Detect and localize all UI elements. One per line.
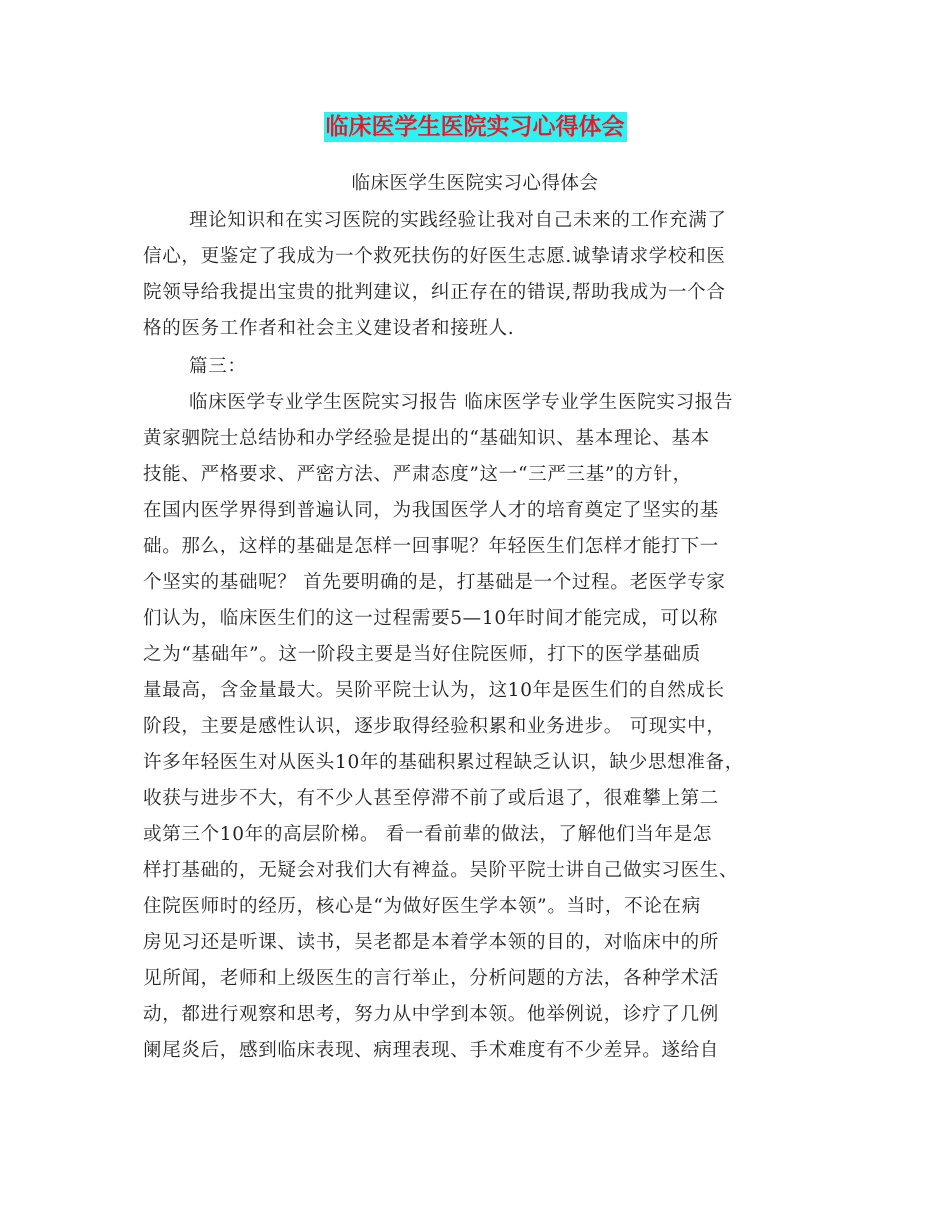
paragraph-2 — [143, 385, 813, 1069]
text-line: 们认为，临床医生们的这一过程需要5—10年时间才能完成，可以称 — [143, 608, 719, 629]
document-body — [143, 203, 813, 1069]
section-label: 篇三： — [189, 356, 247, 377]
document-title: 临床医学生医院实习心得体会 — [325, 114, 625, 140]
text-line: 量最高，含金量最大。吴阶平院士认为，这10年是医生们的自然成长 — [143, 680, 725, 701]
title-container — [0, 112, 950, 142]
text-line: 收获与进步不大，有不少人甚至停滞不前了或后退了，很难攀上第二 — [143, 788, 720, 809]
text-line: 住院医师时的经历，核心是“为做好医生学本领”。当时，不论在病 — [143, 896, 701, 917]
text-line: 或第三个10年的高层阶梯。 看一看前辈的做法，了解他们当年是怎 — [143, 824, 713, 845]
text-line: 样打基础的，无疑会对我们大有裨益。吴阶平院士讲自己做实习医生、 — [143, 860, 739, 881]
text-line: 格的医务工作者和社会主义建设者和接班人. — [143, 318, 515, 339]
text-line: 房见习还是听课、读书，吴老都是本着学本领的目的，对临床中的所 — [143, 932, 720, 953]
text-line: 黄家驷院士总结协和办学经验是提出的“基础知识、基本理论、基本 — [143, 428, 710, 449]
text-line: 技能、严格要求、严密方法、严肃态度”这一“三严三基”的方针， — [143, 464, 692, 485]
text-line: 础。那么，这样的基础是怎样一回事呢？年轻医生们怎样才能打下一 — [143, 536, 720, 557]
text-line: 理论知识和在实习医院的实践经验让我对自己未来的工作充满了 — [189, 210, 727, 231]
text-line: 个坚实的基础呢？ 首先要明确的是，打基础是一个过程。老医学专家 — [143, 572, 726, 593]
text-line: 院领导给我提出宝贵的批判建议，纠正存在的错误,帮助我成为一个合 — [143, 282, 726, 303]
text-line: 阑尾炎后，感到临床表现、病理表现、手术难度有不少差异。遂给自 — [143, 1040, 720, 1061]
document-subtitle: 临床医学生医院实习心得体会 — [351, 173, 599, 194]
text-line: 阶段，主要是感性认识，逐步取得经验积累和业务进步。 可现实中， — [143, 716, 726, 737]
text-line: 在国内医学界得到普遍认同，为我国医学人才的培育奠定了坚实的基 — [143, 500, 720, 521]
text-line: 之为“基础年”。这一阶段主要是当好住院医师，打下的医学基础质 — [143, 644, 701, 665]
text-line: 动，都进行观察和思考，努力从中学到本领。他举例说，诊疗了几例 — [143, 1004, 720, 1025]
paragraph-1 — [143, 203, 813, 347]
text-line: 见所闻，老师和上级医生的言行举止，分析问题的方法，各种学术活 — [143, 968, 720, 989]
text-line: 信心，更鉴定了我成为一个救死扶伤的好医生志愿.诚挚请求学校和医 — [143, 246, 726, 267]
text-line: 临床医学专业学生医院实习报告 临床医学专业学生医院实习报告 — [189, 392, 734, 413]
text-line: 许多年轻医生对从医头10年的基础积累过程缺乏认识，缺少思想准备， — [143, 752, 744, 773]
